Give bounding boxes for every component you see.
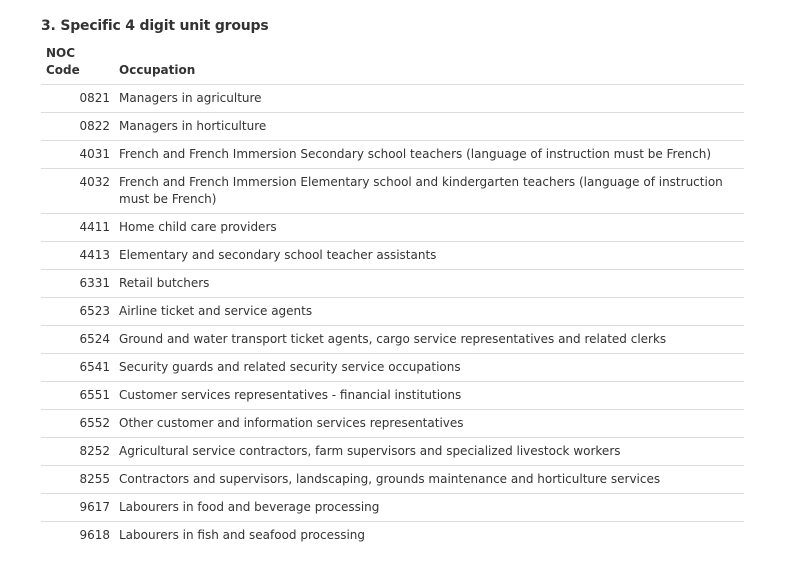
occupation-cell: Customer services representatives - financial institutions — [113, 382, 744, 410]
noc-code-cell: 6524 — [41, 326, 113, 354]
occupation-cell: Home child care providers — [113, 214, 744, 242]
table-row — [41, 214, 744, 242]
occupation-cell: Ground and water transport ticket agents, cargo service representatives and related clerks — [113, 326, 744, 354]
noc-code-cell: 8255 — [41, 466, 113, 494]
table-row — [41, 85, 744, 113]
table-row — [41, 438, 744, 466]
table-row — [41, 141, 744, 169]
noc-code-cell: 6552 — [41, 410, 113, 438]
table-row — [41, 169, 744, 214]
noc-code-cell: 4032 — [41, 169, 113, 214]
table-row — [41, 326, 744, 354]
occupation-cell: French and French Immersion Secondary school teachers (language of instruction must be French) — [113, 141, 744, 169]
table-row — [41, 113, 744, 141]
occupation-cell: French and French Immersion Elementary school and kindergarten teachers (language of instruction must be French) — [113, 169, 744, 214]
occupation-cell: Managers in agriculture — [113, 85, 744, 113]
noc-code-cell: 4411 — [41, 214, 113, 242]
occupation-cell: Security guards and related security service occupations — [113, 354, 744, 382]
occupation-cell: Contractors and supervisors, landscaping, grounds maintenance and horticulture services — [113, 466, 744, 494]
noc-code-cell: 4031 — [41, 141, 113, 169]
table-row — [41, 494, 744, 522]
occupation-cell: Agricultural service contractors, farm supervisors and specialized livestock workers — [113, 438, 744, 466]
noc-code-cell: 6523 — [41, 298, 113, 326]
noc-code-cell: 0822 — [41, 113, 113, 141]
noc-code-header: NOC Code — [41, 45, 113, 85]
table-body — [41, 85, 744, 550]
occupation-header: Occupation — [113, 45, 744, 85]
table-row — [41, 270, 744, 298]
noc-code-cell: 9618 — [79, 528, 110, 542]
noc-table — [41, 45, 744, 549]
section-title: 3. Specific 4 digit unit groups — [41, 18, 269, 34]
noc-code-cell: 8252 — [41, 438, 113, 466]
noc-code-cell: 9617 — [41, 494, 113, 522]
noc-code-cell: 0821 — [41, 85, 113, 113]
noc-code-cell: 6541 — [41, 354, 113, 382]
noc-code-cell: 6551 — [41, 382, 113, 410]
table-row — [41, 298, 744, 326]
occupation-cell: Other customer and information services representatives — [113, 410, 744, 438]
occupation-cell: Labourers in fish and seafood processing — [119, 528, 366, 542]
occupation-cell: Airline ticket and service agents — [113, 298, 744, 326]
noc-code-cell: 6331 — [41, 270, 113, 298]
table-header-row — [41, 45, 744, 85]
table-row — [41, 410, 744, 438]
occupation-cell: Elementary and secondary school teacher assistants — [113, 242, 744, 270]
table-row — [41, 242, 744, 270]
table-row — [41, 466, 744, 494]
table-row — [41, 522, 744, 550]
content — [41, 17, 744, 549]
occupation-cell: Labourers in food and beverage processing — [113, 494, 744, 522]
table-row — [41, 354, 744, 382]
occupation-cell: Managers in horticulture — [113, 113, 744, 141]
noc-code-cell: 4413 — [41, 242, 113, 270]
table-row — [41, 382, 744, 410]
occupation-cell: Retail butchers — [113, 270, 744, 298]
